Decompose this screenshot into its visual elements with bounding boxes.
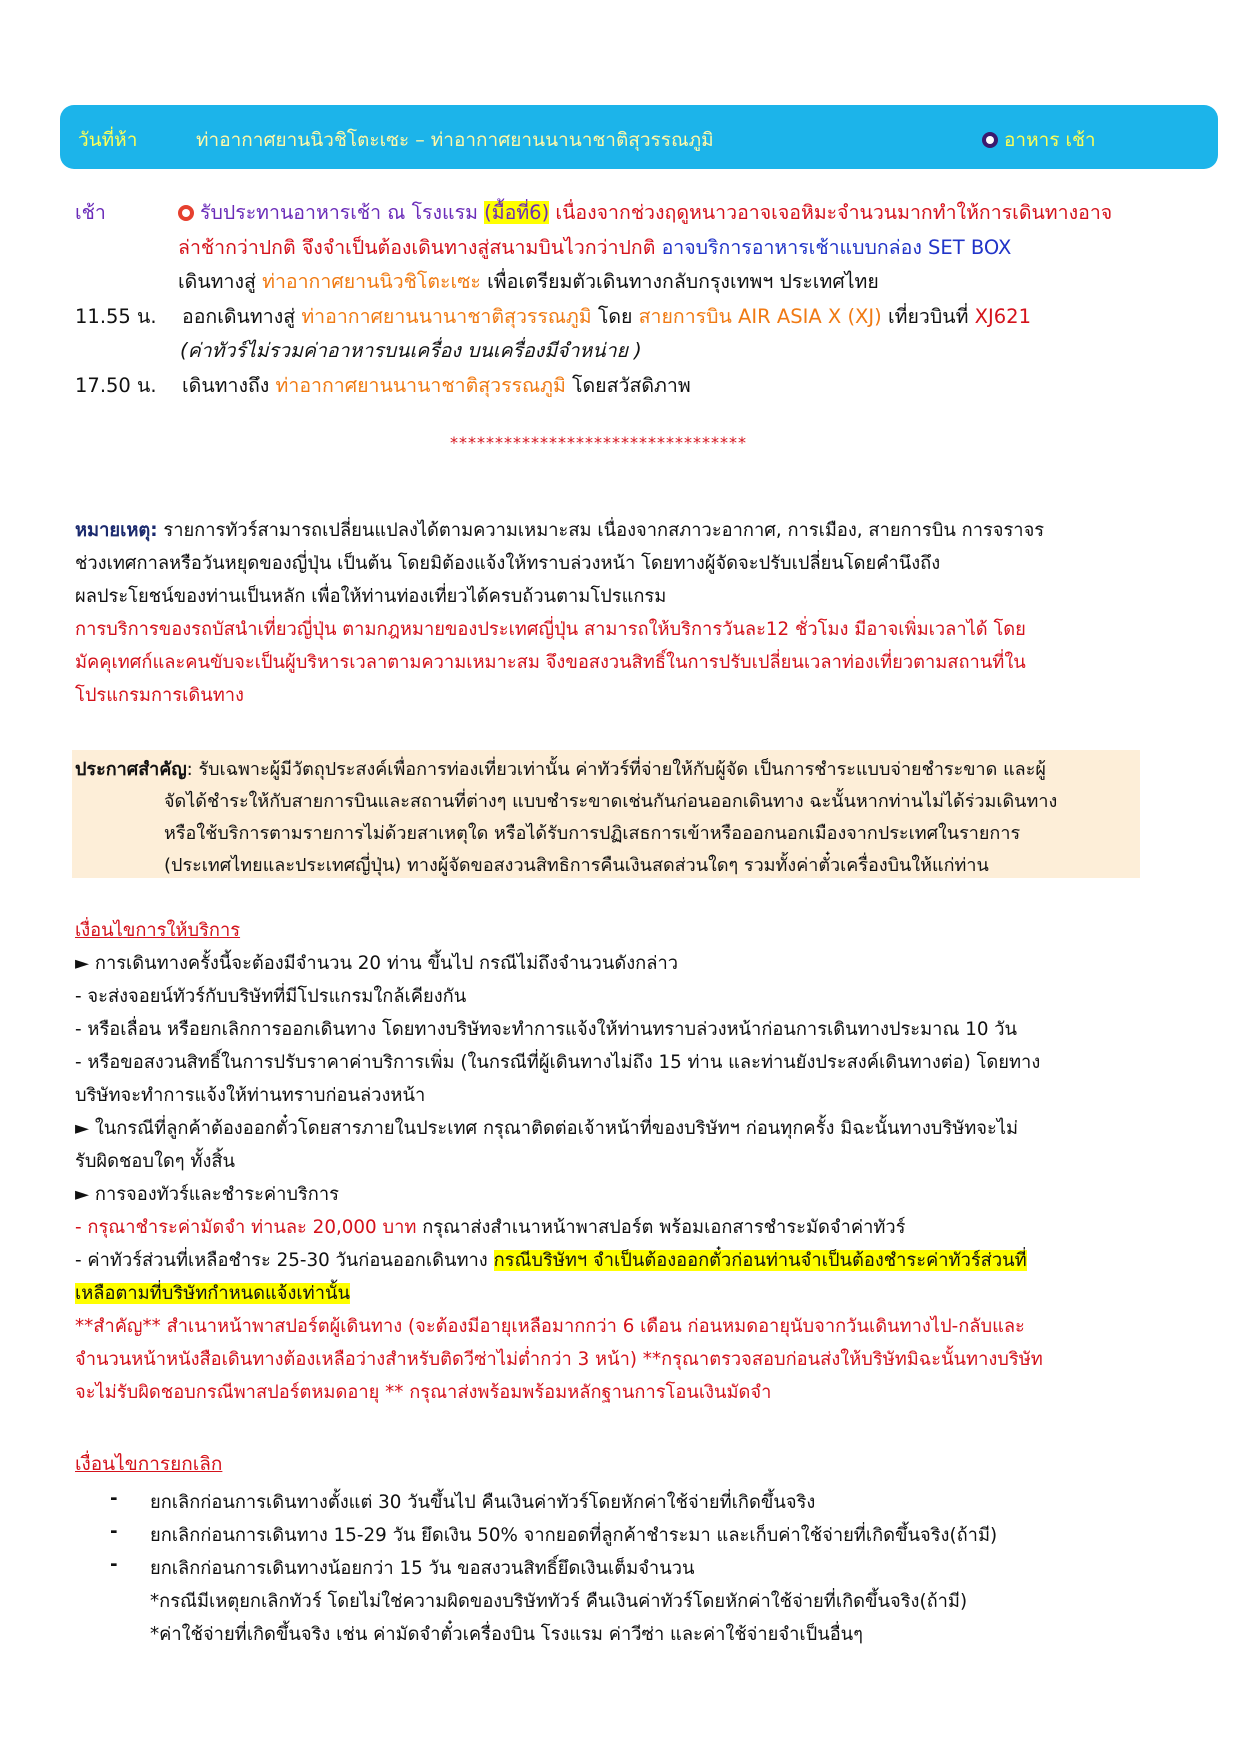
cancel-item-text: ยกเลิกก่อนการเดินทาง 15-29 วัน ยึดเงิน 50% จากยอดที่ลูกค้าชำระมา และเก็บค่าใช้จ่ายที่เกิดขึ้นจริง(ถ้ามี) xyxy=(150,1525,998,1546)
destination-airport: ท่าอากาศยานนานาชาติสุวรรณภูมิ xyxy=(301,305,592,328)
cancel-conditions-list xyxy=(75,1488,1135,1658)
balance-highlight: กรณีบริษัทฯ จำเป็นต้องออกตั๋วก่อนท่านจำเป็นต้องชำระค่าทัวร์ส่วนที่ xyxy=(493,1250,1027,1271)
passport-note: **สำคัญ** สำเนาหน้าพาสปอร์ตผู้เดินทาง (จะต้องมีอายุเหลือมากกว่า 6 เดือน ก่อนหมดอายุนับจากวันเดินทางไป-กลับและ xyxy=(75,1316,1025,1337)
meal-icon xyxy=(178,205,194,221)
day-route: ท่าอากาศยานนิวชิโตะเซะ – ท่าอากาศยานนานาชาติสุวรรณภูมิ xyxy=(196,129,714,151)
schedule-arrival-line xyxy=(182,373,691,399)
service-line: - หรือเลื่อน หรือยกเลิกการออกเดินทาง โดยทางบริษัทจะทำการแจ้งให้ท่านทราบล่วงหน้าก่อนการเดินทางประมาณ 10 วัน xyxy=(75,1019,1018,1040)
meal-icon xyxy=(982,132,998,148)
notice-line: (ประเทศไทยและประเทศญี่ปุ่น) ทางผู้จัดขอสงวนสิทธิการคืนเงินสดส่วนใดๆ รวมทั้งค่าตั๋วเครื่องบินให้แก่ท่าน xyxy=(164,855,989,876)
day-banner xyxy=(60,105,1218,169)
cancel-item-text: ยกเลิกก่อนการเดินทางตั้งแต่ 30 วันขึ้นไป คืนเงินค่าทัวร์โดยหักค่าใช้จ่ายที่เกิดขึ้นจริง xyxy=(150,1492,816,1513)
cancel-note-text: *ค่าใช้จ่ายที่เกิดขึ้นจริง เช่น ค่ามัดจำตั๋วเครื่องบิน โรงแรม ค่าวีซ่า และค่าใช้จ่ายจำเป็นอื่นๆ xyxy=(150,1624,863,1645)
balance-line xyxy=(75,1277,1145,1310)
bullet-dash: - xyxy=(110,1488,118,1509)
service-line: รับผิดชอบใดๆ ทั้งสิ้น xyxy=(75,1151,236,1172)
service-line: - จะส่งจอยน์ทัวร์กับบริษัทที่มีโปรแกรมใกล้เคียงกัน xyxy=(75,986,467,1007)
deposit-docs: กรุณาส่งสำเนาหน้าพาสปอร์ต พร้อมเอกสารชำระมัดจำค่าทัวร์ xyxy=(422,1217,906,1238)
balance-due: - ค่าทัวร์ส่วนที่เหลือชำระ 25-30 วันก่อนออกเดินทาง xyxy=(75,1250,488,1271)
end-stars-divider: ********************************* xyxy=(450,433,747,452)
meal-on-board-note: (ค่าทัวร์ไม่รวมค่าอาหารบนเครื่อง บนเครื่องมีจำหน่าย ) xyxy=(180,339,642,362)
balance-highlight: เหลือตามที่บริษัทกำหนดแจ้งเท่านั้น xyxy=(75,1283,350,1304)
flight-label: เที่ยวบินที่ xyxy=(887,305,969,328)
balance-line xyxy=(75,1244,1145,1277)
remark-label: หมายเหตุ: xyxy=(75,520,158,541)
notice-text: : รับเฉพาะผู้มีวัตถุประสงค์เพื่อการท่องเที่ยวเท่านั้น ค่าทัวร์ที่จ่ายให้กับผู้จัด เป็นการชำระแบบจ่ายชำระขาด และผู้ xyxy=(186,759,1046,780)
bus-service-note: การบริการของรถบัสนำเที่ยวญี่ปุ่น ตามกฎหมายของประเทศญี่ปุ่น สามารถให้บริการวันละ12 ชั่วโมง มีอาจเพิ่มเวลาได้ โดย xyxy=(75,619,1026,640)
arrive-text: เดินทางถึง xyxy=(182,374,270,397)
service-conditions xyxy=(75,914,1145,1409)
airline-name: สายการบิน AIR ASIA X (XJ) xyxy=(638,305,882,328)
breakfast-text: รับประทานอาหารเช้า ณ โรงแรม xyxy=(200,201,478,224)
passport-note: จำนวนหน้าหนังสือเดินทางต้องเหลือว่างสำหรับติดวีซ่าไม่ต่ำกว่า 3 หน้า) **กรุณาตรวจสอบก่อนส่งให้บริษัทมิฉะนั้นทางบริษัท xyxy=(75,1349,1043,1370)
schedule-time-1: 11.55 น. xyxy=(75,305,157,328)
by-text: โดย xyxy=(597,305,633,328)
depart-text: ออกเดินทางสู่ xyxy=(182,305,296,328)
service-line: - หรือขอสงวนสิทธิ์ในการปรับราคาค่าบริการเพิ่ม (ในกรณีที่ผู้เดินทางไม่ถึง 15 ท่าน และท่านยังประสงค์เดินทางต่อ) โดยทาง xyxy=(75,1052,1041,1073)
schedule-flight-line xyxy=(182,304,1031,330)
schedule-morning-line-3 xyxy=(178,269,879,295)
travel-to-text: เดินทางสู่ xyxy=(178,270,256,293)
remark-line: ช่วงเทศกาลหรือวันหยุดของญี่ปุ่น เป็นต้น โดยมิต้องแจ้งให้ทราบล่วงหน้า โดยทางผู้จัดจะปรับเปลี่ยนโดยคำนึงถึง xyxy=(75,553,941,574)
arrival-airport: ท่าอากาศยานนานาชาติสุวรรณภูมิ xyxy=(275,374,566,397)
important-notice xyxy=(72,750,1140,878)
delay-note: ล่าช้ากว่าปกติ จึงจำเป็นต้องเดินทางสู่สนามบินไวกว่าปกติ xyxy=(178,236,656,259)
winter-note: เนื่องจากช่วงฤดูหนาวอาจเจอหิมะจำนวนมากทำให้การเดินทางอาจ xyxy=(555,201,1113,224)
cancel-item-text: ยกเลิกก่อนการเดินทางน้อยกว่า 15 วัน ขอสงวนสิทธิ์ยึดเงินเต็มจำนวน xyxy=(150,1558,695,1579)
deposit-line xyxy=(75,1211,1145,1244)
notice-label: ประกาศสำคัญ xyxy=(75,759,187,780)
service-line: ► ในกรณีที่ลูกค้าต้องออกตั๋วโดยสารภายในประเทศ กรุณาติดต่อเจ้าหน้าที่ของบริษัทฯ ก่อนทุกครั้ง มิฉะนั้นทางบริษัทจะไม่ xyxy=(75,1118,1019,1139)
cancel-heading: เงื่อนไขการยกเลิก xyxy=(75,1453,223,1475)
service-line: ► การเดินทางครั้งนี้จะต้องมีจำนวน 20 ท่าน ขึ้นไป กรณีไม่ถึงจำนวนดังกล่าว xyxy=(75,953,678,974)
meal-info xyxy=(982,125,1096,155)
notice-line: จัดได้ชำระให้กับสายการบินและสถานที่ต่างๆ แบบชำระขาดเช่นกันก่อนออกเดินทาง ฉะนั้นหากท่านไม่ได้ร่วมเดินทาง xyxy=(164,791,1058,812)
notice-line: หรือใช้บริการตามรายการไม่ด้วยสาเหตุใด หรือได้รับการปฏิเสธการเข้าหรือออกนอกเมืองจากประเทศในรายการ xyxy=(164,823,1021,844)
bus-service-note: โปรแกรมการเดินทาง xyxy=(75,685,244,706)
safe-arrival-text: โดยสวัสดิภาพ xyxy=(572,374,691,397)
meal-label: อาหาร เช้า xyxy=(1004,129,1096,151)
deposit-amount: - กรุณาชำระค่ามัดจำ ท่านละ 20,000 บาท xyxy=(75,1217,417,1238)
schedule-morning-label: เช้า xyxy=(75,201,106,224)
schedule-morning-line-2 xyxy=(178,235,1011,261)
schedule-morning-line-1 xyxy=(178,200,1112,226)
flight-number: XJ621 xyxy=(974,305,1031,328)
service-heading: เงื่อนไขการให้บริการ xyxy=(75,920,241,941)
passport-note: จะไม่รับผิดชอบกรณีพาสปอร์ตหมดอายุ ** กรุณาส่งพร้อมพร้อมหลักฐานการโอนเงินมัดจำ xyxy=(75,1382,772,1403)
bullet-dash: - xyxy=(110,1554,118,1575)
cancel-note-text: *กรณีมีเหตุยกเลิกทัวร์ โดยไม่ใช่ความผิดของบริษัททัวร์ คืนเงินค่าทัวร์โดยหักค่าใช้จ่ายที่เกิดขึ้นจริง(ถ้ามี) xyxy=(150,1591,968,1612)
return-note: เพื่อเตรียมตัวเดินทางกลับกรุงเทพฯ ประเทศไทย xyxy=(487,270,879,293)
remark-section xyxy=(75,514,1145,712)
day-label: วันที่ห้า xyxy=(78,129,138,151)
notice-line xyxy=(75,754,1046,783)
remark-line: ผลประโยชน์ของท่านเป็นหลัก เพื่อให้ท่านท่องเที่ยวได้ครบถ้วนตามโปรแกรม xyxy=(75,586,667,607)
service-line: บริษัทจะทำการแจ้งให้ท่านทราบก่อนล่วงหน้า xyxy=(75,1085,426,1106)
meal-number: (มื้อที่6) xyxy=(484,201,550,224)
service-line: ► การจองทัวร์และชำระค่าบริการ xyxy=(75,1184,339,1205)
airport-name: ท่าอากาศยานนิวชิโตะเซะ xyxy=(262,270,481,293)
schedule-time-2: 17.50 น. xyxy=(75,374,157,397)
remark-line: รายการทัวร์สามารถเปลี่ยนแปลงได้ตามความเหมาะสม เนื่องจากสภาวะอากาศ, การเมือง, สายการบิน การจราจร xyxy=(163,520,1045,541)
bullet-dash: - xyxy=(110,1521,118,1542)
set-box-note: อาจบริการอาหารเช้าแบบกล่อง SET BOX xyxy=(661,236,1012,259)
bus-service-note: มัคคุเทศก์และคนขับจะเป็นผู้บริหารเวลาตามความเหมาะสม จึงขอสงวนสิทธิ์ในการปรับเปลี่ยนเวลาท่องเที่ยวตามสถานที่ใน xyxy=(75,652,1026,673)
